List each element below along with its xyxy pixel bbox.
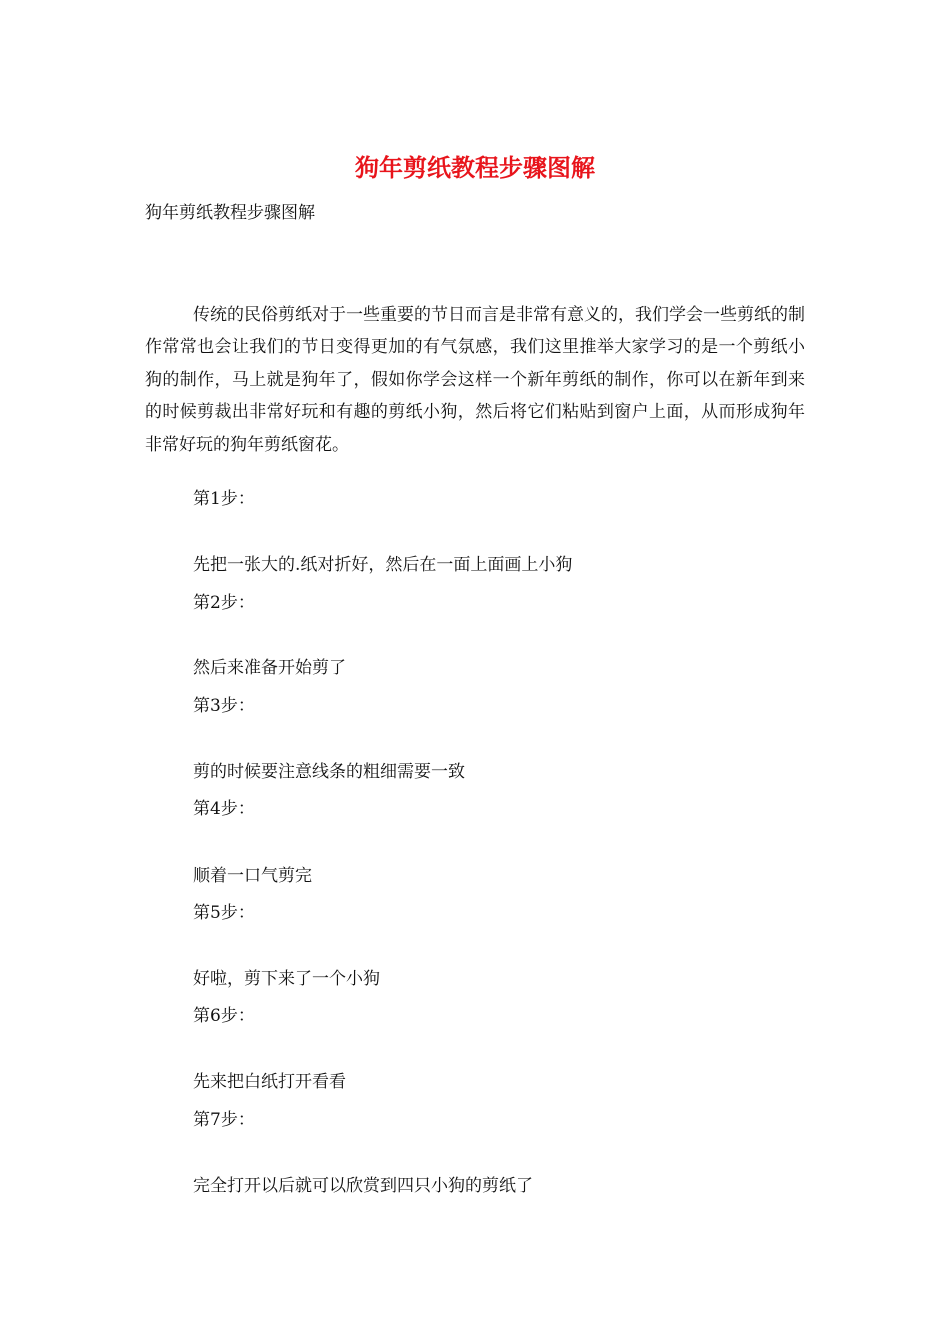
document-title: 狗年剪纸教程步骤图解 xyxy=(355,153,595,182)
step-7-label: 第7步： xyxy=(193,1110,255,1130)
step-5-label: 第5步： xyxy=(193,903,255,923)
step-6-text: 先来把白纸打开看看 xyxy=(193,1072,346,1092)
step-3-text: 剪的时候要注意线条的粗细需要一致 xyxy=(193,762,465,782)
step-5-text: 好啦，剪下来了一个小狗 xyxy=(193,969,380,989)
step-4-label: 第4步： xyxy=(193,799,255,819)
document-subtitle: 狗年剪纸教程步骤图解 xyxy=(145,203,315,223)
intro-paragraph: 传统的民俗剪纸对于一些重要的节日而言是非常有意义的，我们学会一些剪纸的制作常常也会让我们的节日变得更加的有气氛感，我们这里推举大家学习的是一个剪纸小狗的制作，马上就是狗年了，假如你学会这样一个新年剪纸的制作，你可以在新年到来的时候剪裁出非常好玩和有趣的剪纸小狗，然后将它们粘贴到窗户上面，从而形成狗年非常好玩的狗年剪纸窗花。 xyxy=(145,305,805,455)
step-1-label: 第1步： xyxy=(193,489,255,509)
step-3-label: 第3步： xyxy=(193,696,255,716)
step-6-label: 第6步： xyxy=(193,1006,255,1026)
step-2-text: 然后来准备开始剪了 xyxy=(193,658,346,678)
step-4-text: 顺着一口气剪完 xyxy=(193,866,312,886)
step-7-text: 完全打开以后就可以欣赏到四只小狗的剪纸了 xyxy=(193,1176,533,1196)
step-1-text: 先把一张大的.纸对折好，然后在一面上面画上小狗 xyxy=(193,555,573,575)
step-2-label: 第2步： xyxy=(193,593,255,613)
